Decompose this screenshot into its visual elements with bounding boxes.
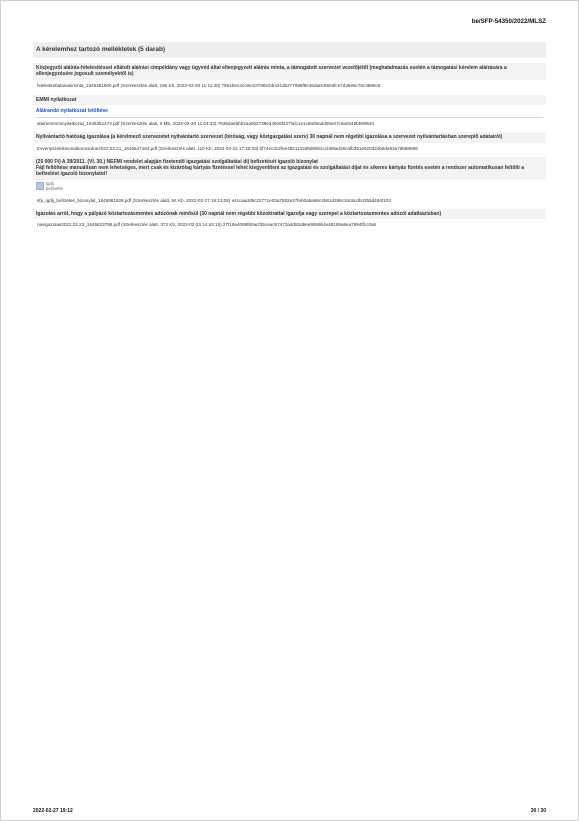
attachment-heading: (25 000 Ft) A 39/2011. (VI. 30.) NEFMI rendelet alapján fizetendő igazgatási szolgáltatási díj befizetését igazoló bizonylat Fájl feltöltése manuálisan nem lehetséges, mert csak és kizárólag kártyás fizetéssel lehet kiegyenlíteni az igazgatási és szolgáltatási díjat és sikeres kártyás fizetés esetén a rendszer automatikusan feltölti a befizetést igazoló bizonylatot! — [33, 157, 546, 180]
footer-timestamp: 2022-02-27 19:12 — [33, 808, 73, 814]
attachment-file[interactable]: sfp_igdij_befizetes_bizonylat_1645981928.pdf (Szerkesztés alatt, 64 Kb, 2022-02-27 18:12:08) e4ccaadd9c22771e03a7582e37feb0a5a86c4b61d286c34c8cdb4355d484f103 — [37, 197, 391, 203]
attachment-file[interactable]: alairtemmminyilatkozat_1645351473.pdf (Szerkesztés alatt, 6 Mb, 2022-02-20 11:04:33) 7535daebbb2aa002739e340e9f237fafc1e1c8a08add06e37c9a0248bb90534 — [37, 121, 375, 127]
reference-number: be/SFP-54350/2022/MLSZ — [471, 18, 546, 25]
attachment-heading: EMMI nyilatkozat — [33, 95, 546, 105]
attachments-section — [33, 42, 546, 231]
attachment-heading: Igazolás arról, hogy a pályázó köztartozásmentes adózónak minősül (30 napnál nem régebbi közokirattal igazolja vagy szerepel a köztartozásmentes adózói adatbázisban) — [33, 209, 546, 219]
image-placeholder-icon — [36, 182, 44, 190]
section-title: A kérelemhez tartozó mellékletek (5 darab) — [33, 42, 546, 58]
page-number: 30 / 30 — [530, 808, 546, 814]
attachment-file[interactable]: hitelesitettalairasiminta_1645351900.pdf (Szerkesztés alatt, 196 Kb, 2022-02-20 11:11:40) 7851b613cc6e10706bcbb431d6277088f9e36da0c8503fce7d35e8c76c3865c6 — [37, 82, 381, 88]
attachment-file[interactable]: navigazolas2022.02.23_1645623795.pdf (Szerkesztés alatt, 372 Kb, 2022-02-23 14:43:15) 27f19a4088f60acf35ceac57472a4d82d6ee9b59b4e48189a5ea7694ffcc0a6 — [37, 222, 377, 228]
download-link[interactable]: Aláírandó nyilatkozat letöltése — [36, 108, 108, 115]
attachment-heading: Közjegyzői aláírás-hitelesítéssel ellátott aláírási címpéldány vagy ügyvéd által ellenjegyzett aláírás minta, a támogatott szervezet vezetőjétől (meghatalmazás esetén a támogatási kérelem aláírására a ellenjegyzésére jogosult személyektől is) — [33, 63, 546, 80]
attachment-file[interactable]: torvenyszekikivonatkocsordoe2022.02.21_1645547163.pdf (Szerkesztés alatt, 110 Kb, 2022-02-22 17:26:03) bf74ec3c2fee4821133d9d85b2ccb58ad26cafb391e920324b8de93a76b68598 — [37, 145, 418, 151]
image-alt-text: Igdij befizetés — [46, 180, 63, 191]
payment-image — [33, 180, 546, 195]
attachment-heading: Nyilvántartó hatóság igazolása (a kérelmező szervezetet nyilvántartó szervezet (bíróság, vagy közigazgatási szerv) 30 napnál nem régebbi igazolása a szervezet nyilvántartásban szereplő adatairól) — [33, 132, 546, 142]
